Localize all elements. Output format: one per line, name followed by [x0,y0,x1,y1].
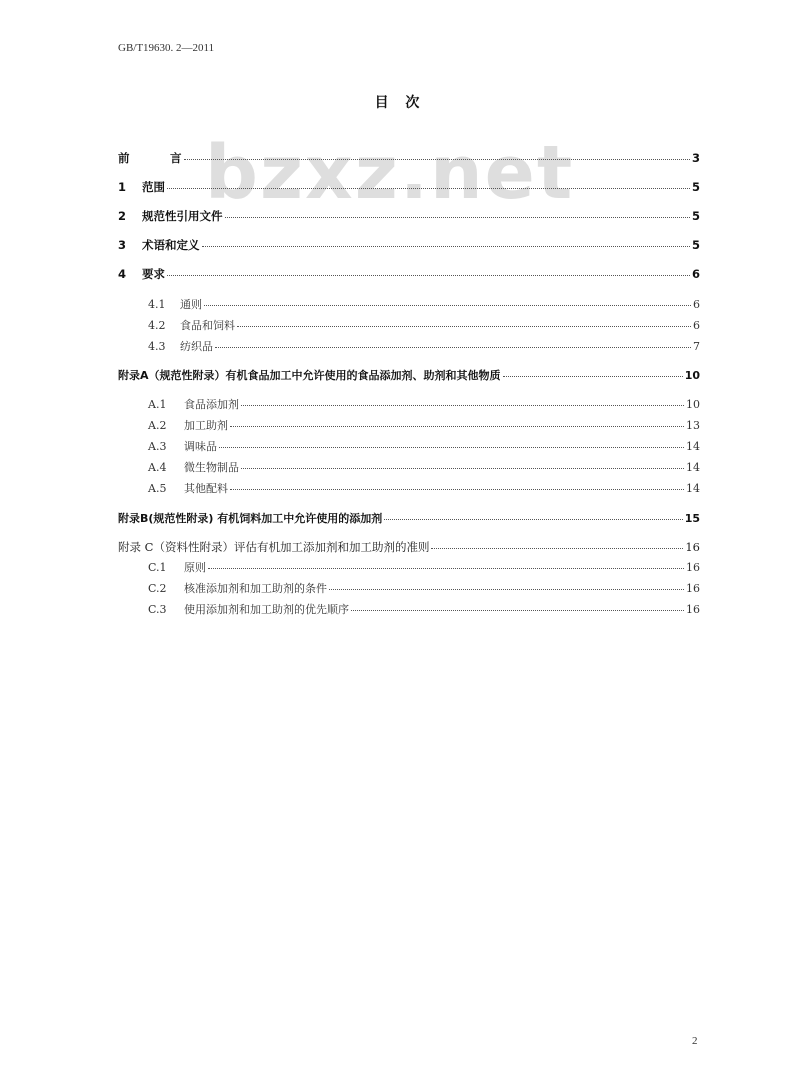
dot-leader [167,275,690,276]
toc-entry-label: 要求 [142,267,165,281]
toc-entry-number: 前 [118,151,130,165]
toc-entry-number: 4 [118,267,127,281]
toc-entry-label: 微生物制品 [184,461,239,474]
toc-entry-label: 附录 C（资料性附录）评估有机加工添加剂和加工助剂的准则 [118,540,430,554]
toc-entry-label: 其他配料 [184,482,228,495]
dot-leader [215,347,691,348]
toc-entry-page: 6 [691,267,700,281]
toc-subentry[interactable] [148,580,700,596]
toc-entry-label: 附录A（规范性附录）有机食品加工中允许使用的食品添加剂、助剂和其他物质 [118,369,501,382]
dot-leader [225,217,690,218]
toc-entry-page: 14 [686,461,700,474]
toc-entry-page: 5 [691,180,700,194]
toc-entry-page: 16 [686,561,700,574]
page-title: 目 次 [374,95,426,111]
dot-leader [202,246,690,247]
toc-subentry[interactable] [148,480,700,496]
toc-entry-label: 加工助剂 [184,419,228,432]
dot-leader [230,426,684,427]
watermark: bzxz.net [205,130,575,216]
toc-subentry[interactable] [148,559,700,575]
toc-entry-annex-a[interactable] [118,367,700,383]
toc-entry-page: 16 [686,603,700,616]
toc-entry-label: 言 [170,151,182,165]
toc-entry-number: A.4 [148,461,167,474]
toc-subentry[interactable] [148,317,700,333]
toc-entry-requirements[interactable] [118,266,700,282]
toc-entry-number: C.3 [148,603,167,616]
toc-entry-label: 使用添加剂和加工助剂的优先顺序 [184,603,349,616]
dot-leader [230,489,684,490]
toc-entry-annex-c[interactable] [118,539,700,555]
dot-leader [184,159,690,160]
toc-entry-label: 术语和定义 [142,238,200,252]
toc-entry-label: 范围 [142,180,165,194]
toc-entry-page: 6 [693,298,700,311]
toc-subentry[interactable] [148,417,700,433]
toc-entry-page: 10 [686,398,700,411]
dot-leader [384,519,682,520]
toc-subentry[interactable] [148,338,700,354]
toc-entry-page: 14 [686,440,700,453]
toc-entry-page: 5 [691,209,700,223]
toc-entry-label: 规范性引用文件 [142,209,223,223]
toc-entry-number: 4.2 [148,319,166,332]
toc-entry-number: C.2 [148,582,167,595]
toc-entry-label: 食品和饲料 [180,319,235,332]
toc-entry-label: 原则 [184,561,206,574]
dot-leader [241,468,684,469]
toc-subentry[interactable] [148,296,700,312]
page-number: 2 [692,1035,698,1047]
toc-entry-page: 3 [691,151,700,165]
toc-entry-label: 通则 [180,298,202,311]
toc-entry-number: 1 [118,180,127,194]
toc-entry-page: 10 [684,369,700,382]
toc-entry-number: 2 [118,209,127,223]
toc-entry-number: 3 [118,238,127,252]
toc-entry-page: 13 [686,419,700,432]
dot-leader [351,610,684,611]
dot-leader [204,305,691,306]
toc-entry-number: C.1 [148,561,167,574]
toc-entry-number: A.3 [148,440,167,453]
dot-leader [503,376,683,377]
toc-entry-number: 4.1 [148,298,166,311]
dot-leader [431,548,683,549]
toc-entry-label: 食品添加剂 [184,398,239,411]
toc-entry-foreword[interactable] [118,150,700,166]
toc-entry-number: 4.3 [148,340,166,353]
toc-entry-page: 5 [691,238,700,252]
toc-entry-page: 6 [693,319,700,332]
toc-entry-page: 14 [686,482,700,495]
dot-leader [208,568,684,569]
dot-leader [237,326,691,327]
toc-entry-label: 附录B(规范性附录) 有机饲料加工中允许使用的添加剂 [118,512,383,525]
toc-subentry[interactable] [148,601,700,617]
dot-leader [241,405,684,406]
toc-entry-annex-b[interactable] [118,510,700,526]
toc-subentry[interactable] [148,459,700,475]
toc-entry-label: 核准添加剂和加工助剂的条件 [184,582,327,595]
toc-entry-page: 16 [685,540,700,554]
dot-leader [219,447,684,448]
toc-entry-number: A.5 [148,482,167,495]
toc-entry-normative-references[interactable] [118,208,700,224]
dot-leader [167,188,690,189]
toc-entry-number: A.2 [148,419,167,432]
toc-entry-label: 调味品 [184,440,217,453]
toc-entry-scope[interactable] [118,179,700,195]
toc-entry-number: A.1 [148,398,167,411]
toc-entry-page: 7 [693,340,700,353]
toc-subentry[interactable] [148,438,700,454]
document-number: GB/T19630. 2—2011 [118,42,215,54]
toc-entry-page: 15 [684,512,700,525]
toc-entry-terms[interactable] [118,237,700,253]
toc-entry-label: 纺织品 [180,340,213,353]
toc-entry-page: 16 [686,582,700,595]
dot-leader [329,589,684,590]
toc-subentry[interactable] [148,396,700,412]
